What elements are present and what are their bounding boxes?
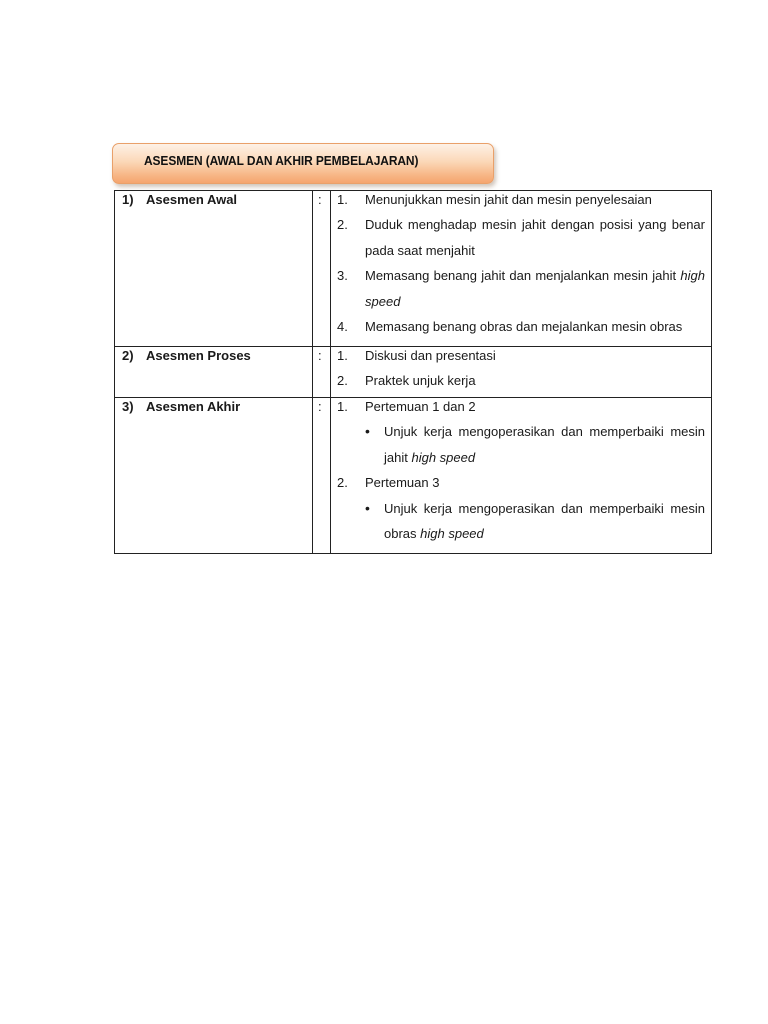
item-number: 3. (337, 268, 348, 283)
item-number: 2. (337, 217, 348, 232)
section-banner (112, 143, 494, 184)
item-number: 2. (337, 372, 348, 388)
bullet-text-block (384, 496, 705, 547)
item-text: Praktek unjuk kerja (365, 372, 476, 388)
sub-list-item (337, 496, 705, 547)
item-text: Menunjukkan mesin jahit dan mesin penyelesaian (365, 192, 652, 207)
list-item (337, 192, 705, 208)
item-list (331, 192, 711, 346)
row-number: 1) (122, 192, 134, 207)
item-text: Diskusi dan presentasi (365, 347, 496, 363)
bullet-text-block (384, 419, 705, 470)
section-title: ASESMEN (AWAL DAN AKHIR PEMBELAJARAN) (144, 153, 419, 168)
item-text-block (365, 263, 705, 314)
table-row-asesmen-akhir (115, 398, 712, 554)
sub-list-item (337, 419, 705, 470)
list-item (337, 212, 705, 263)
item-text: Pertemuan 3 (365, 475, 440, 490)
bullet-text: Unjuk kerja mengoperasikan dan memperbaiki mesin jahit (384, 424, 705, 465)
bullet-icon: • (365, 499, 370, 516)
bullet-italic-text: high speed (420, 526, 484, 541)
list-item (337, 263, 705, 314)
item-list (331, 348, 711, 398)
colon: : (318, 347, 322, 363)
row-label-text: Asesmen Akhir (146, 399, 241, 414)
item-italic-text: high speed (365, 268, 705, 309)
row-number: 2) (122, 347, 134, 363)
table-row-asesmen-awal (115, 191, 712, 347)
list-item (337, 368, 705, 394)
item-text: Memasang benang jahit dan menjalankan mesin jahit (365, 268, 677, 283)
row-label-text: Asesmen Proses (146, 347, 251, 363)
list-item (337, 348, 705, 364)
bullet-item (365, 496, 705, 547)
item-number: 1. (337, 399, 348, 414)
assessment-table (114, 190, 712, 554)
row-number: 3) (122, 399, 134, 414)
bullet-item (365, 419, 705, 470)
colon: : (318, 399, 322, 414)
item-text: Duduk menghadap mesin jahit dengan posisi yang benar pada saat menjahit (365, 217, 705, 258)
row-label (115, 398, 312, 415)
list-item (337, 399, 705, 415)
item-number: 1. (337, 347, 348, 363)
item-number: 2. (337, 475, 348, 490)
item-number: 4. (337, 319, 348, 334)
bullet-icon: • (365, 423, 370, 439)
table-row-asesmen-proses (115, 346, 712, 398)
sub-list (337, 419, 705, 470)
item-text: Memasang benang obras dan mejalankan mesin obras (365, 319, 683, 334)
item-list (331, 399, 711, 553)
colon: : (318, 192, 322, 207)
list-item (337, 470, 705, 496)
item-number: 1. (337, 192, 348, 207)
sub-list (337, 496, 705, 547)
bullet-italic-text: high speed (411, 449, 476, 465)
row-label (115, 191, 312, 208)
row-label (115, 347, 312, 364)
bullet-text: Unjuk kerja mengoperasikan dan memperbaiki mesin obras (384, 500, 705, 541)
item-text: Pertemuan 1 dan 2 (365, 399, 476, 414)
row-label-text: Asesmen Awal (146, 192, 238, 207)
list-item (337, 314, 705, 340)
